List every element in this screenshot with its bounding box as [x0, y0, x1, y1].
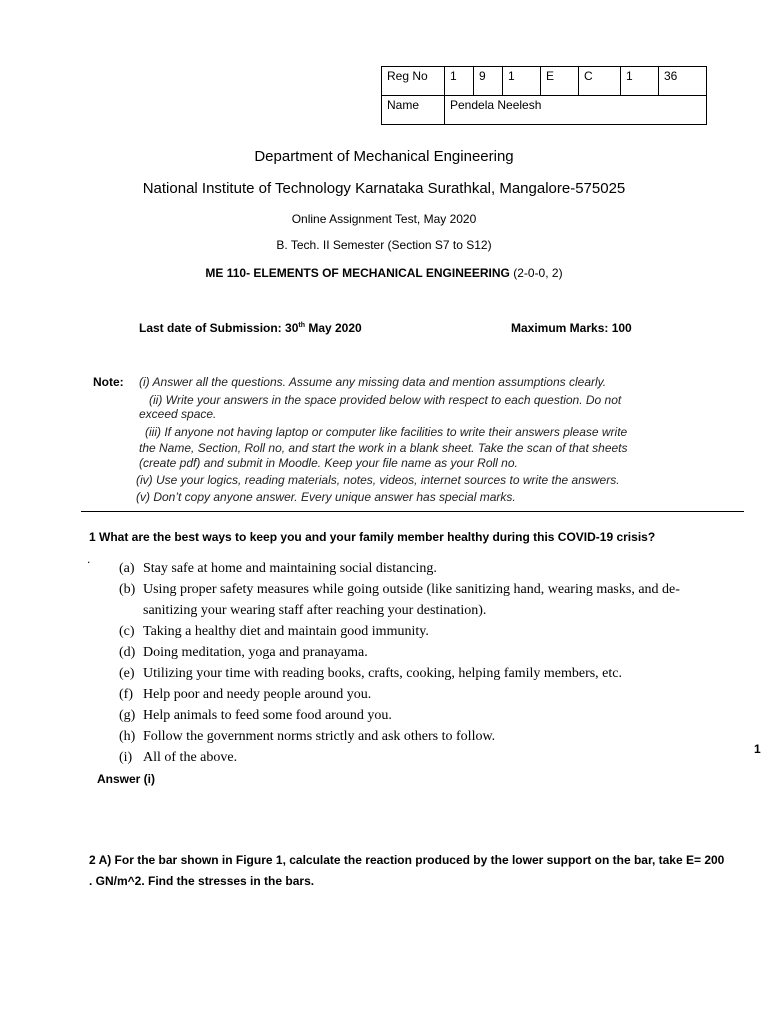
registration-table	[381, 66, 707, 125]
note-line: (ii) Write your answers in the space provided below with respect to each question. Do not	[149, 393, 622, 407]
note-line: (iii) If anyone not having laptop or computer like facilities to write their answers please write	[145, 425, 628, 439]
note-line: (v) Don’t copy anyone answer. Every unique answer has special marks.	[136, 490, 516, 504]
option-key: (g)	[119, 708, 136, 723]
question-2: 2 A) For the bar shown in Figure 1, calculate the reaction produced by the lower support on the bar, take E= 200	[89, 853, 725, 867]
option-text: Taking a healthy diet and maintain good immunity.	[143, 624, 429, 639]
course-title	[0, 266, 768, 280]
stray-dot: .	[87, 552, 91, 566]
department-title: Department of Mechanical Engineering	[254, 148, 514, 165]
test-title: Online Assignment Test, May 2020	[291, 212, 477, 226]
reg-digit: E	[541, 67, 579, 96]
option-text: Utilizing your time with reading books, crafts, cooking, helping family members, etc.	[143, 666, 623, 681]
note-label: Note:	[93, 375, 124, 389]
answer-line: Answer (i)	[97, 772, 156, 786]
option-text: sanitizing your wearing staff after reaching your destination).	[143, 603, 487, 618]
option-key: (b)	[119, 582, 136, 597]
reg-label: Reg No	[382, 67, 445, 96]
question-marks: 1	[754, 742, 761, 756]
option-key: (a)	[119, 561, 135, 576]
name-value: Pendela Neelesh	[445, 96, 707, 125]
note-line: exceed space.	[139, 407, 217, 421]
option-key: (h)	[119, 729, 136, 744]
option-key: (f)	[119, 687, 133, 702]
submission-date	[139, 321, 362, 335]
reg-digit: 1	[621, 67, 659, 96]
name-row	[382, 96, 707, 125]
institute-title: National Institute of Technology Karnataka Surathkal, Mangalore-575025	[142, 180, 626, 197]
reg-digit: C	[579, 67, 621, 96]
reg-digit: 36	[659, 67, 707, 96]
option-key: (i)	[119, 750, 133, 765]
reg-row	[382, 67, 707, 96]
option-key: (d)	[119, 645, 136, 660]
submission-label: Last date of Submission: 30	[139, 321, 299, 335]
submission-sup: th	[298, 322, 305, 329]
note-line: (create pdf) and submit in Moodle. Keep your file name as your Roll no.	[139, 456, 518, 470]
option-key: (e)	[119, 666, 135, 681]
reg-digit: 1	[445, 67, 474, 96]
question-2-cont: . GN/m^2. Find the stresses in the bars.	[89, 874, 315, 888]
note-line: (iv) Use your logics, reading materials, notes, videos, internet sources to write the answers.	[136, 473, 620, 487]
note-line: the Name, Section, Roll no, and start the work in a blank sheet. Take the scan of that sheets	[139, 441, 628, 455]
option-text: Using proper safety measures while going outside (like sanitizing hand, wearing masks, and de-	[143, 582, 680, 597]
name-label: Name	[382, 96, 445, 125]
reg-digit: 1	[503, 67, 541, 96]
option-text: Help poor and needy people around you.	[143, 687, 372, 702]
course-credits: (2-0-0, 2)	[509, 266, 563, 280]
course-code: ME 110- ELEMENTS OF MECHANICAL ENGINEERING	[205, 266, 510, 280]
reg-digit: 9	[474, 67, 503, 96]
note-line: (i) Answer all the questions. Assume any missing data and mention assumptions clearly.	[139, 375, 607, 389]
semester-title: B. Tech. II Semester (Section S7 to S12)	[276, 238, 492, 252]
option-text: Doing meditation, yoga and pranayama.	[143, 645, 368, 660]
question-1: 1 What are the best ways to keep you and your family member healthy during this COVID-19 crisis?	[89, 530, 656, 544]
option-text: Follow the government norms strictly and ask others to follow.	[143, 729, 496, 744]
option-text: All of the above.	[143, 750, 238, 765]
max-marks: Maximum Marks: 100	[511, 321, 632, 335]
option-text: Stay safe at home and maintaining social distancing.	[143, 561, 437, 576]
submission-rest: May 2020	[304, 321, 362, 335]
section-divider	[81, 511, 744, 512]
option-key: (c)	[119, 624, 135, 639]
option-text: Help animals to feed some food around you.	[143, 708, 392, 723]
